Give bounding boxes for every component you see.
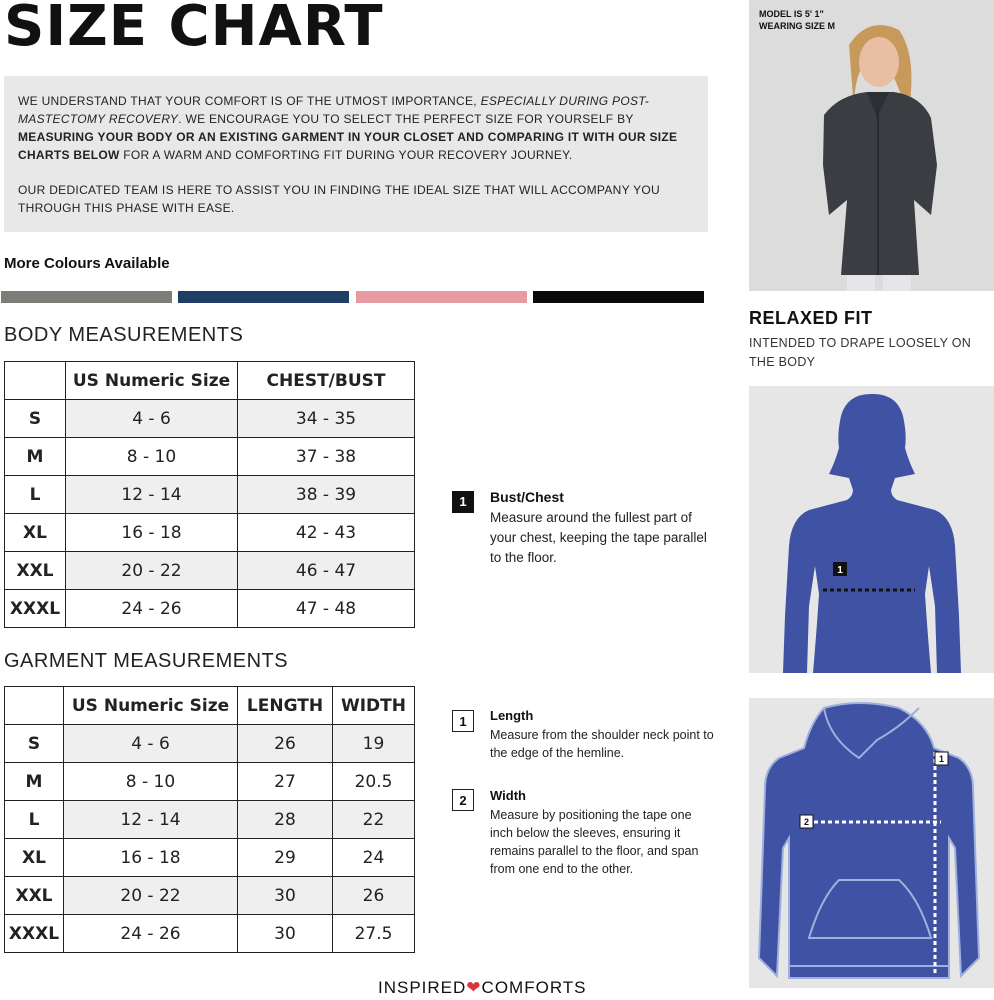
table-cell: 16 - 18: [66, 514, 238, 552]
size-label-cell: XXL: [5, 552, 66, 590]
intro-text: FOR A WARM AND COMFORTING FIT DURING YOUR RECOVERY JOURNEY.: [119, 148, 573, 162]
size-label-cell: XL: [5, 839, 64, 877]
fit-title: RELAXED FIT: [749, 308, 873, 328]
table-cell: 8 - 10: [64, 763, 238, 801]
size-label-cell: M: [5, 438, 66, 476]
table-cell: 4 - 6: [64, 725, 238, 763]
size-label-cell: S: [5, 400, 66, 438]
hoodie-illustration: [749, 698, 994, 988]
model-size: WEARING SIZE M: [759, 21, 835, 31]
intro-bold: MEASURING YOUR BODY OR AN EXISTING GARMENT IN YOUR CLOSET AND COMPARING IT WITH OUR SIZE CHARTS BELOW: [18, 130, 678, 162]
brand-right: COMFORTS: [481, 978, 587, 997]
table-row: [5, 400, 415, 438]
garment-measurements-title: GARMENT MEASUREMENTS: [4, 650, 289, 672]
table-cell: 20.5: [333, 763, 415, 801]
intro-box: [4, 76, 708, 232]
body-header-cell: CHEST/BUST: [238, 362, 415, 400]
width-instruction-text: Measure by positioning the tape one inch below the sleeves, ensuring it remains parallel to the floor, and span from one end to the other.: [490, 808, 699, 876]
table-cell: 24 - 26: [66, 590, 238, 628]
page-title: SIZE CHART: [4, 0, 384, 59]
table-row: [5, 763, 415, 801]
table-cell: 16 - 18: [64, 839, 238, 877]
intro-text: . WE ENCOURAGE YOU TO SELECT THE PERFECT SIZE FOR YOURSELF BY: [178, 112, 634, 126]
body-header-cell: [5, 362, 66, 400]
bust-step-badge: 1: [452, 491, 474, 513]
table-cell: 26: [333, 877, 415, 915]
body-header-cell: US Numeric Size: [66, 362, 238, 400]
table-cell: 24: [333, 839, 415, 877]
length-instruction-title: Length: [490, 708, 534, 723]
brand-left: INSPIRED: [378, 978, 467, 997]
table-cell: 47 - 48: [238, 590, 415, 628]
table-cell: 27.5: [333, 915, 415, 953]
table-row: [5, 438, 415, 476]
table-cell: 20 - 22: [66, 552, 238, 590]
table-cell: 24 - 26: [64, 915, 238, 953]
colour-swatch-gray[interactable]: [1, 291, 172, 303]
size-label-cell: L: [5, 476, 66, 514]
table-row: [5, 839, 415, 877]
table-cell: 37 - 38: [238, 438, 415, 476]
table-row: [5, 514, 415, 552]
garment-header-row: [5, 687, 415, 725]
garment-header-cell: US Numeric Size: [64, 687, 238, 725]
width-step-badge: 2: [452, 789, 474, 811]
size-label-cell: XL: [5, 514, 66, 552]
table-row: [5, 801, 415, 839]
size-label-cell: L: [5, 801, 64, 839]
heart-icon: ❤: [466, 978, 482, 997]
garment-measurements-table: [4, 686, 415, 953]
table-row: [5, 877, 415, 915]
body-marker-label: 1: [837, 565, 843, 576]
table-cell: 12 - 14: [66, 476, 238, 514]
table-row: [5, 915, 415, 953]
table-cell: 42 - 43: [238, 514, 415, 552]
intro-italic: ESPECIALLY DURING POST-MASTECTOMY RECOVERY: [18, 94, 650, 126]
bust-instruction-title: Bust/Chest: [490, 489, 564, 505]
size-label-cell: XXL: [5, 877, 64, 915]
size-label-cell: XXXL: [5, 915, 64, 953]
table-cell: 19: [333, 725, 415, 763]
size-label-cell: S: [5, 725, 64, 763]
bust-instruction-text: Measure around the fullest part of your chest, keeping the tape parallel to the floor.: [490, 510, 707, 565]
table-cell: 34 - 35: [238, 400, 415, 438]
bust-measure-figure: [749, 386, 994, 673]
table-cell: 20 - 22: [64, 877, 238, 915]
garment-measure-figure: [749, 698, 994, 988]
hood-marker-1-label: 1: [938, 754, 945, 764]
width-instruction-title: Width: [490, 788, 526, 803]
model-photo: [749, 0, 994, 291]
intro-text: WE UNDERSTAND THAT YOUR COMFORT IS OF THE UTMOST IMPORTANCE,: [18, 94, 481, 108]
table-cell: 28: [238, 801, 333, 839]
table-cell: 38 - 39: [238, 476, 415, 514]
model-height: MODEL IS 5' 1": [759, 9, 824, 19]
table-cell: 30: [238, 915, 333, 953]
body-header-row: [5, 362, 415, 400]
table-cell: 22: [333, 801, 415, 839]
table-cell: 8 - 10: [66, 438, 238, 476]
garment-header-cell: WIDTH: [333, 687, 415, 725]
table-cell: 27: [238, 763, 333, 801]
body-silhouette: [749, 386, 994, 673]
table-cell: 12 - 14: [64, 801, 238, 839]
table-cell: 4 - 6: [66, 400, 238, 438]
colours-label: More Colours Available: [4, 255, 170, 272]
hood-marker-2-label: 2: [803, 817, 810, 827]
table-row: [5, 725, 415, 763]
table-row: [5, 476, 415, 514]
length-step-badge: 1: [452, 710, 474, 732]
table-cell: 29: [238, 839, 333, 877]
table-cell: 26: [238, 725, 333, 763]
fit-description: INTENDED TO DRAPE LOOSELY ON THE BODY: [749, 336, 972, 369]
table-row: [5, 590, 415, 628]
brand-logo: [378, 978, 587, 998]
size-label-cell: XXXL: [5, 590, 66, 628]
garment-header-cell: LENGTH: [238, 687, 333, 725]
model-figure: [749, 0, 994, 291]
intro-paragraph-1: [18, 92, 694, 164]
length-instruction-text: Measure from the shoulder neck point to the edge of the hemline.: [490, 728, 714, 760]
colour-swatch-black[interactable]: [533, 291, 704, 303]
colour-swatch-pink[interactable]: [356, 291, 527, 303]
table-cell: 46 - 47: [238, 552, 415, 590]
body-measurements-title: BODY MEASUREMENTS: [4, 324, 244, 346]
intro-paragraph-2: OUR DEDICATED TEAM IS HERE TO ASSIST YOU IN FINDING THE IDEAL SIZE THAT WILL ACCOMPANY YOU THROUGH THIS PHASE WITH EASE.: [18, 183, 661, 215]
table-row: [5, 552, 415, 590]
colour-swatch-navy[interactable]: [178, 291, 349, 303]
size-label-cell: M: [5, 763, 64, 801]
body-measurements-table: [4, 361, 415, 628]
table-cell: 30: [238, 877, 333, 915]
garment-header-cell: [5, 687, 64, 725]
